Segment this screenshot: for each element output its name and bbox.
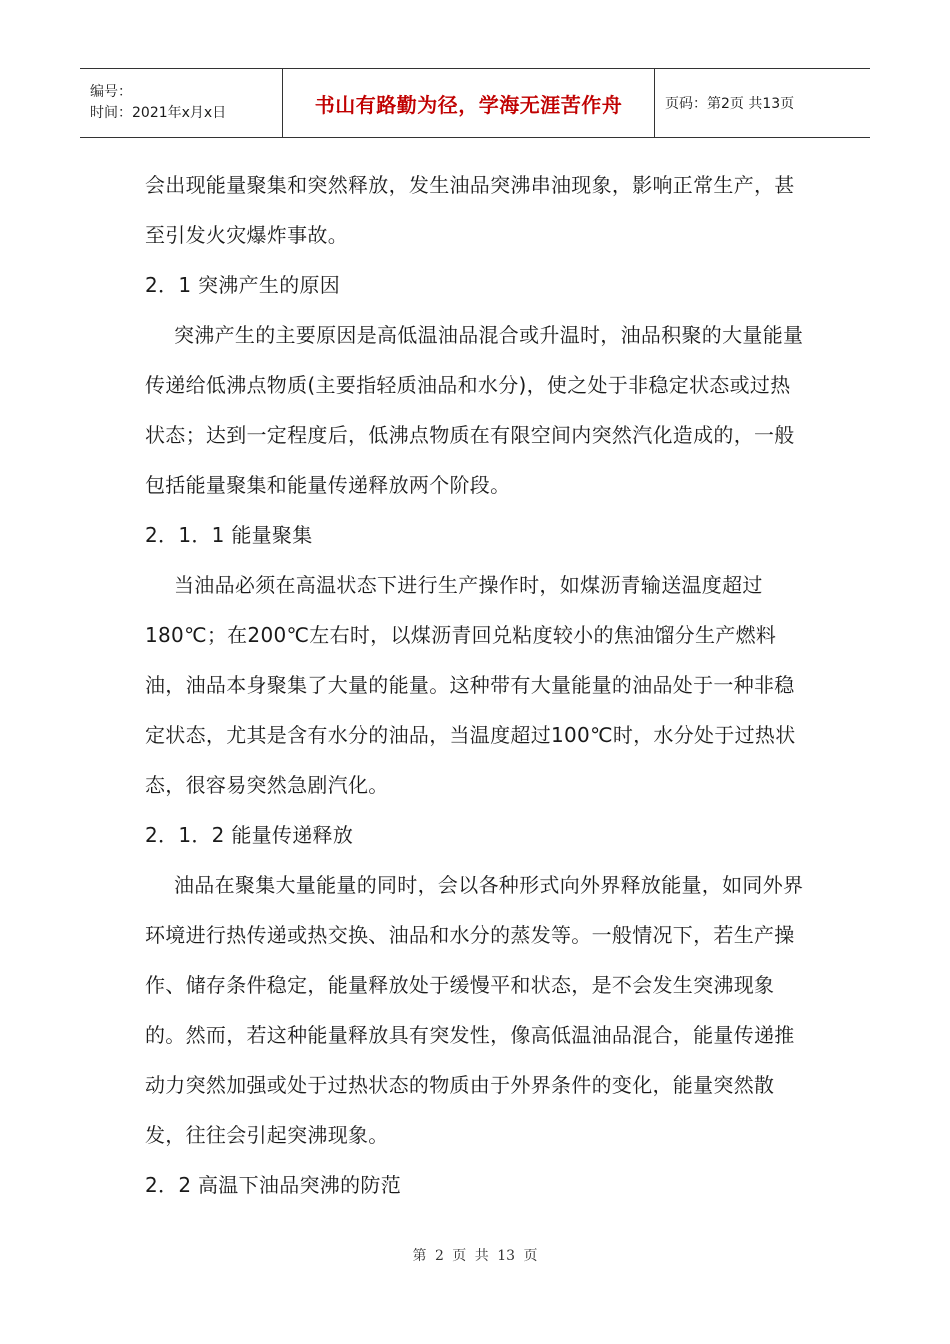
page-footer [0,1245,950,1265]
section-heading: 2．1．1 能量聚集 [145,523,313,547]
header-page-info [655,69,870,137]
page-header [80,68,870,138]
page-number-info: 页码：第2页 共13页 [665,96,795,112]
document-number-label: 编号： [90,84,132,100]
paragraph: 突沸产生的主要原因是高低温油品混合或升温时，油品积聚的大量能量传递给低沸点物质(主要指轻质油品和水分)，使之处于非稳定状态或过热状态；达到一定程度后，低沸点物质在有限空间内突然汽化造成的，一般包括能量聚集和能量传递释放两个阶段。 [145,323,804,497]
document-body [145,160,805,1210]
document-date: 时间：2021年x月x日 [90,105,227,121]
section-heading: 2．2 高温下油品突沸的防范 [145,1173,402,1197]
section-heading: 2．1 突沸产生的原因 [145,273,341,297]
footer-page-number: 第 2 页 共 13 页 [412,1248,538,1264]
paragraph: 会出现能量聚集和突然释放，发生油品突沸串油现象，影响正常生产，甚至引发火灾爆炸事故。 [145,173,795,247]
paragraph: 油品在聚集大量能量的同时，会以各种形式向外界释放能量，如同外界环境进行热传递或热交换、油品和水分的蒸发等。一般情况下，若生产操作、储存条件稳定，能量释放处于缓慢平和状态，是不会发生突沸现象的。然而，若这种能量释放具有突发性，像高低温油品混合，能量传递推动力突然加强或处于过热状态的物质由于外界条件的变化，能量突然散发，往往会引起突沸现象。 [145,873,804,1147]
motto-text: 书山有路勤为径，学海无涯苦作舟 [314,92,623,117]
header-meta [80,69,283,137]
header-motto [283,69,655,137]
paragraph: 当油品必须在高温状态下进行生产操作时，如煤沥青输送温度超过180℃；在200℃左右时，以煤沥青回兑粘度较小的焦油馏分生产燃料油，油品本身聚集了大量的能量。这种带有大量能量的油品处于一种非稳定状态，尤其是含有水分的油品，当温度超过100℃时，水分处于过热状态，很容易突然急剧汽化。 [145,573,796,797]
section-heading: 2．1．2 能量传递释放 [145,823,354,847]
